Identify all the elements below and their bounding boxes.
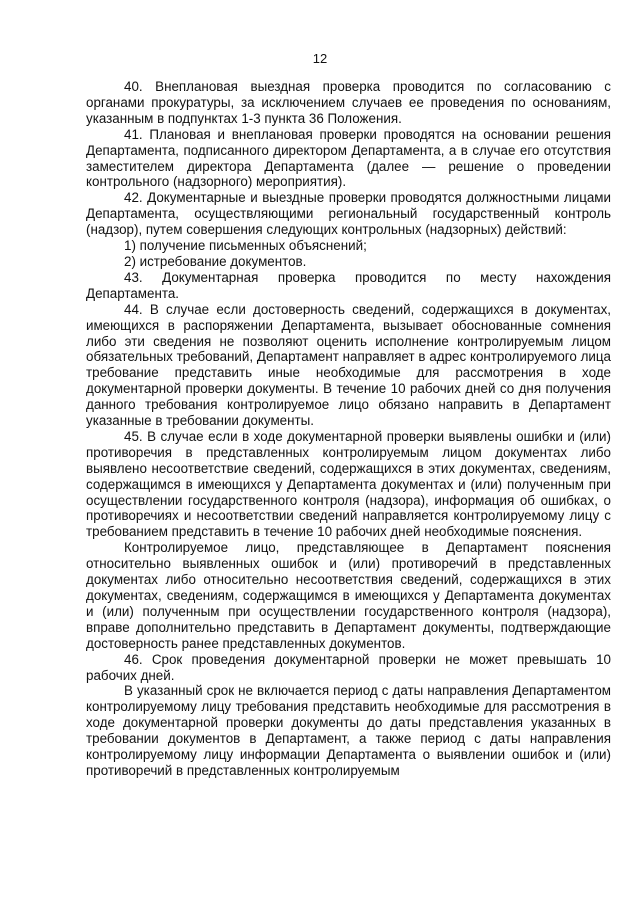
paragraph-46-continued: В указанный срок не включается период с даты направления Департаментом контролируемому лицу требования представить необходимые для рассмотрения в ходе документарной проверки документы до даты представления указанных в требовании документов в Департамент, а также период с даты направления контролируемому лицу информации Департамента о выявлении ошибок и (или) противоречий в представленных контролируемым: [86, 683, 611, 778]
paragraph-40: 40. Внеплановая выездная проверка проводится по согласованию с органами прокуратуры, за исключением случаев ее проведения по основаниям, указанным в подпунктах 1-3 пункта 36 Положения.: [86, 79, 611, 126]
paragraph-46: 46. Срок проведения документарной проверки не может превышать 10 рабочих дней.: [86, 651, 611, 683]
paragraph-45: 45. В случае если в ходе документарной проверки выявлены ошибки и (или) противоречия в представленных контролируемым лицом документах либо выявлено несоответствие сведений, содержащихся в этих документах, сведениям, содержащимся в имеющихся у Департамента документах и (или) полученным при осуществлении государственного контроля (надзора), информация об ошибках, о противоречиях и несоответствии сведений направляется контролируемому лицу с требованием представить в течение 10 рабочих дней необходимые пояснения.: [86, 428, 611, 540]
list-item-1: 1) получение письменных объяснений;: [124, 238, 367, 254]
list-item-2: 2) истребование документов.: [124, 253, 307, 269]
paragraph-44: 44. В случае если достоверность сведений, содержащихся в документах, имеющихся в распоряжении Департамента, вызывает обоснованные сомнения либо эти сведения не позволяют оценить исполнение контролируемым лицом обязательных требований, Департамент направляет в адрес контролируемого лица требование представить иные необходимые для рассмотрения в ходе документарной проверки документы. В течение 10 рабочих дней со дня получения данного требования контролируемое лицо обязано направить в Департамент указанные в требовании документы.: [86, 301, 611, 429]
paragraph-42: 42. Документарные и выездные проверки проводятся должностными лицами Департамента, осуществляющими региональный государственный контроль (надзор), путем совершения следующих контрольных (надзорных) действий:: [86, 190, 611, 238]
paragraph-41: 41. Плановая и внеплановая проверки проводятся на основании решения Департамента, подписанного директором Департамента, а в случае его отсутствия заместителем директора Департамента (далее — решение о проведении контрольного (надзорного) мероприятия).: [86, 126, 611, 190]
document-body: [86, 79, 611, 779]
page-number: 12: [312, 51, 328, 66]
paragraph-43: 43. Документарная проверка проводится по месту нахождения Департамента.: [86, 269, 611, 301]
paragraph-45-continued: Контролируемое лицо, представляющее в Департамент пояснения относительно выявленных ошибок и (или) противоречий в представленных документах либо относительно несоответствия сведений, содержащихся в этих документах, сведениям, содержащимся в имеющихся у Департамента документах и (или) полученным при осуществлении государственного контроля (надзора), вправе дополнительно представить в Департамент документы, подтверждающие достоверность ранее представленных документов.: [86, 540, 611, 651]
